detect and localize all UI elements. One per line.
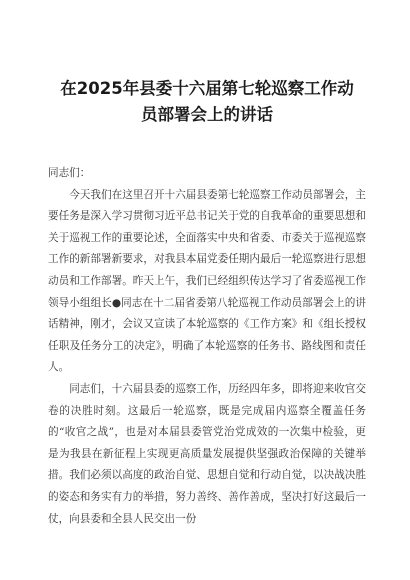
document-title [48,76,366,128]
title-line-2: 员部署会上的讲话 [141,105,273,124]
salutation: 同志们： [48,167,91,179]
document-body [48,185,366,531]
title-line-1: 在2025年县委十六届第七轮巡察工作动 [60,79,354,98]
paragraph-2: 同志们，十六届县委的巡察工作，历经四年多，即将迎来收官交卷的决胜时刻。这最后一轮巡察，既是完成届内巡察全覆盖任务的“收官之战”，也是对本届县委管党治党成效的一次集中检验，更是为我县在新征程上实现更高质量发展提供坚强政治保障的关键举措。我们必须以高度的政治自觉、思想自觉和行动自觉，以决战决胜的姿态和务实有力的举措，努力善终、善作善成，坚决打好这最后一仗，向县委和全县人民交出一份 [48,382,366,525]
paragraph-1: 今天我们在这里召开十六届县委第七轮巡察工作动员部署会，主要任务是深入学习贯彻习近平总书记关于党的自我革命的重要思想和关于巡视工作的重要论述，全面落实中央和省委、市委关于巡视巡察工作的新部署新要求，对我县本届党委任期内最后一轮巡察进行思想动员和工作部署。昨天上午，我们已经组织传达学习了省委巡视工作领导小组组长●同志在十二届省委第八轮巡视工作动员部署会上的讲话精神，刚才，会议又宣读了本轮巡察的《工作方案》和《组长授权任职及任务分工的决定》，明确了本轮巡察的任务书、路线图和责任人。 [48,188,366,374]
